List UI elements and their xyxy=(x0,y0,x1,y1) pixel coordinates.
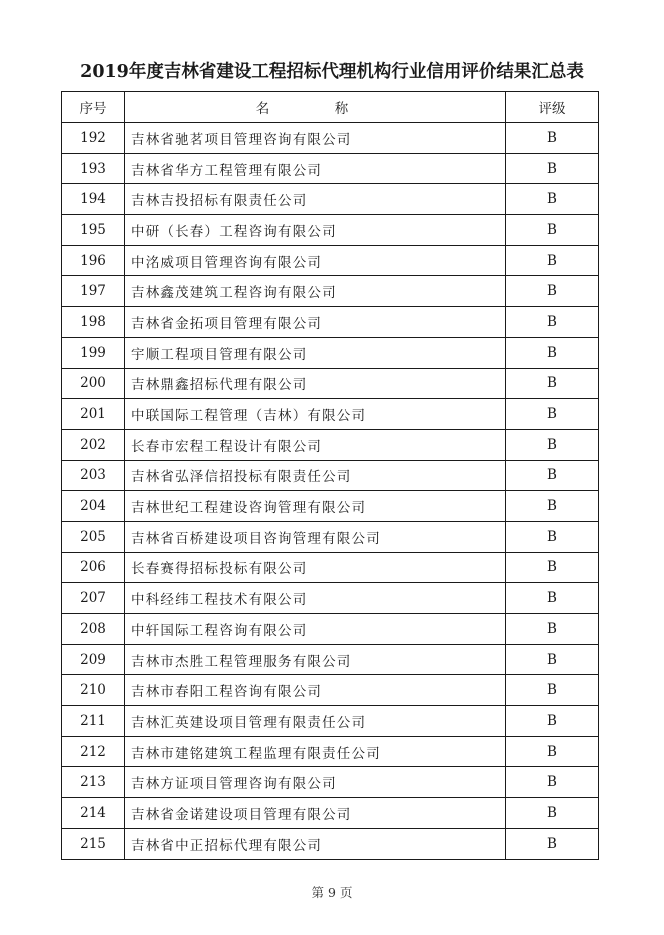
table-row xyxy=(62,767,599,798)
company-name: 中轩国际工程咨询有限公司 xyxy=(125,614,506,645)
company-name: 吉林省金诺建设项目管理有限公司 xyxy=(125,798,506,829)
credit-grade: B xyxy=(506,614,599,645)
credit-grade: B xyxy=(506,706,599,737)
credit-grade: B xyxy=(506,460,599,491)
row-number: 193 xyxy=(62,153,125,184)
company-name: 吉林省中正招标代理有限公司 xyxy=(125,828,506,859)
table-row xyxy=(62,215,599,246)
table-row xyxy=(62,153,599,184)
company-name: 吉林鑫茂建筑工程咨询有限公司 xyxy=(125,276,506,307)
row-number: 201 xyxy=(62,399,125,430)
table-row xyxy=(62,123,599,154)
table-row xyxy=(62,368,599,399)
credit-grade: B xyxy=(506,368,599,399)
row-number: 198 xyxy=(62,307,125,338)
header-name: 名 称 xyxy=(125,92,506,123)
company-name: 吉林市建铭建筑工程监理有限责任公司 xyxy=(125,736,506,767)
row-number: 209 xyxy=(62,644,125,675)
row-number: 206 xyxy=(62,552,125,583)
table-row xyxy=(62,460,599,491)
credit-grade: B xyxy=(506,491,599,522)
company-name: 长春市宏程工程设计有限公司 xyxy=(125,429,506,460)
company-name: 吉林吉投招标有限责任公司 xyxy=(125,184,506,215)
row-number: 210 xyxy=(62,675,125,706)
row-number: 204 xyxy=(62,491,125,522)
table-row xyxy=(62,491,599,522)
row-number: 205 xyxy=(62,521,125,552)
credit-grade: B xyxy=(506,399,599,430)
table-row xyxy=(62,429,599,460)
credit-grade: B xyxy=(506,798,599,829)
credit-grade: B xyxy=(506,828,599,859)
credit-grade: B xyxy=(506,583,599,614)
credit-grade: B xyxy=(506,276,599,307)
header-no: 序号 xyxy=(62,92,125,123)
table-row xyxy=(62,337,599,368)
credit-grade: B xyxy=(506,644,599,675)
company-name: 吉林市杰胜工程管理服务有限公司 xyxy=(125,644,506,675)
table-row xyxy=(62,583,599,614)
company-name: 中科经纬工程技术有限公司 xyxy=(125,583,506,614)
row-number: 203 xyxy=(62,460,125,491)
row-number: 214 xyxy=(62,798,125,829)
table-row xyxy=(62,798,599,829)
company-name: 吉林省华方工程管理有限公司 xyxy=(125,153,506,184)
company-name: 吉林省百桥建设项目咨询管理有限公司 xyxy=(125,521,506,552)
company-name: 吉林省金拓项目管理有限公司 xyxy=(125,307,506,338)
row-number: 192 xyxy=(62,123,125,154)
table-row xyxy=(62,399,599,430)
row-number: 199 xyxy=(62,337,125,368)
table-row xyxy=(62,644,599,675)
table-row xyxy=(62,706,599,737)
header-grade: 评级 xyxy=(506,92,599,123)
table-body xyxy=(62,123,599,860)
company-name: 吉林汇英建设项目管理有限责任公司 xyxy=(125,706,506,737)
company-name: 长春赛得招标投标有限公司 xyxy=(125,552,506,583)
row-number: 207 xyxy=(62,583,125,614)
results-table xyxy=(61,91,599,860)
company-name: 中联国际工程管理（吉林）有限公司 xyxy=(125,399,506,430)
credit-grade: B xyxy=(506,552,599,583)
credit-grade: B xyxy=(506,767,599,798)
company-name: 宇顺工程项目管理有限公司 xyxy=(125,337,506,368)
company-name: 吉林世纪工程建设咨询管理有限公司 xyxy=(125,491,506,522)
row-number: 212 xyxy=(62,736,125,767)
row-number: 194 xyxy=(62,184,125,215)
table-header-row xyxy=(62,92,599,123)
credit-grade: B xyxy=(506,153,599,184)
table-row xyxy=(62,245,599,276)
company-name: 吉林省弘泽信招投标有限责任公司 xyxy=(125,460,506,491)
table-row xyxy=(62,614,599,645)
credit-grade: B xyxy=(506,307,599,338)
company-name: 中研（长春）工程咨询有限公司 xyxy=(125,215,506,246)
row-number: 197 xyxy=(62,276,125,307)
credit-grade: B xyxy=(506,215,599,246)
company-name: 吉林方证项目管理咨询有限公司 xyxy=(125,767,506,798)
row-number: 213 xyxy=(62,767,125,798)
page-number: 第 9 页 xyxy=(311,885,353,900)
row-number: 195 xyxy=(62,215,125,246)
credit-grade: B xyxy=(506,337,599,368)
row-number: 196 xyxy=(62,245,125,276)
row-number: 202 xyxy=(62,429,125,460)
credit-grade: B xyxy=(506,521,599,552)
credit-grade: B xyxy=(506,736,599,767)
table-row xyxy=(62,828,599,859)
document-title: 2019年度吉林省建设工程招标代理机构行业信用评价结果汇总表 xyxy=(80,62,584,82)
row-number: 215 xyxy=(62,828,125,859)
table-row xyxy=(62,276,599,307)
company-name: 中洺威项目管理咨询有限公司 xyxy=(125,245,506,276)
credit-grade: B xyxy=(506,123,599,154)
table-row xyxy=(62,675,599,706)
table-row xyxy=(62,521,599,552)
credit-grade: B xyxy=(506,184,599,215)
table-row xyxy=(62,552,599,583)
company-name: 吉林省驰茗项目管理咨询有限公司 xyxy=(125,123,506,154)
row-number: 200 xyxy=(62,368,125,399)
credit-grade: B xyxy=(506,429,599,460)
company-name: 吉林市春阳工程咨询有限公司 xyxy=(125,675,506,706)
credit-grade: B xyxy=(506,245,599,276)
table-row xyxy=(62,184,599,215)
table-row xyxy=(62,736,599,767)
table-row xyxy=(62,307,599,338)
row-number: 211 xyxy=(62,706,125,737)
company-name: 吉林鼎鑫招标代理有限公司 xyxy=(125,368,506,399)
credit-grade: B xyxy=(506,675,599,706)
row-number: 208 xyxy=(62,614,125,645)
